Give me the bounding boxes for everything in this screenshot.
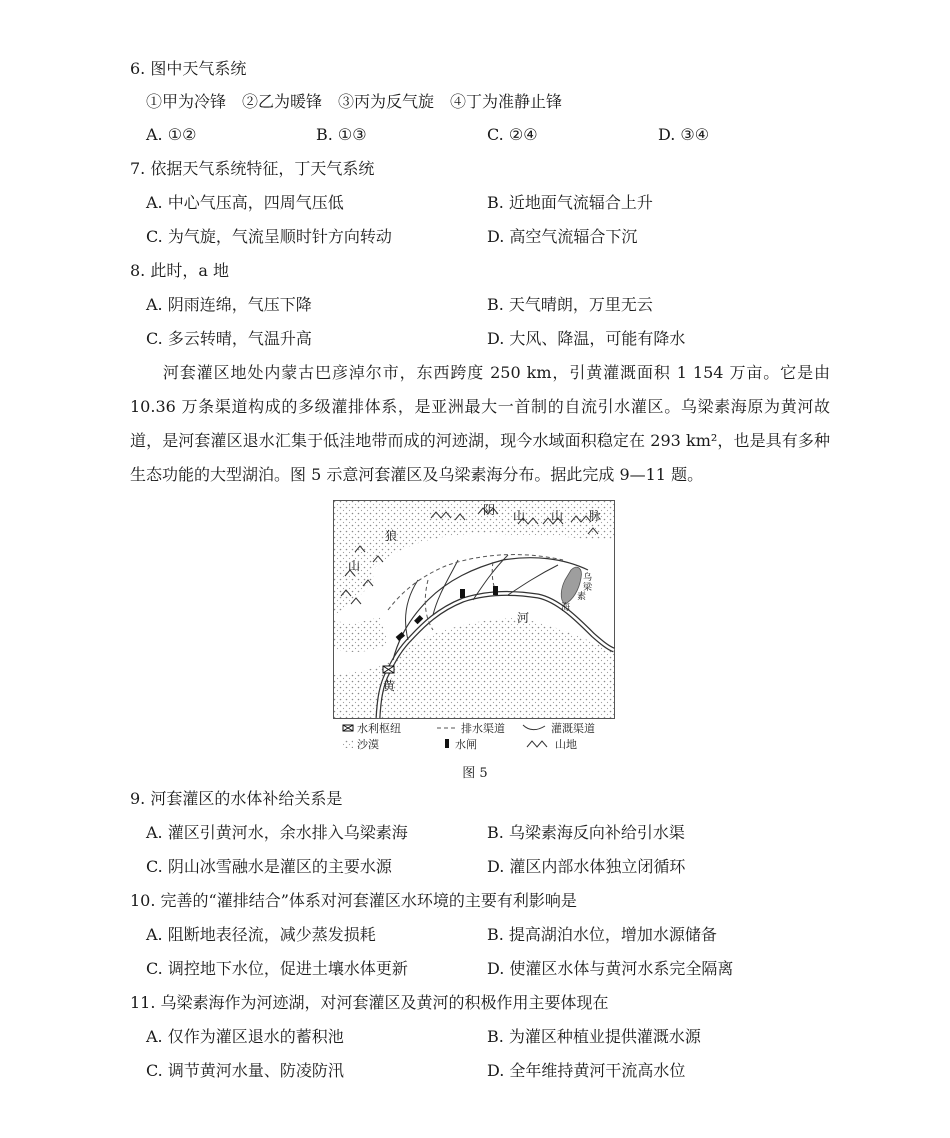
legend-mountain: 山地 bbox=[555, 738, 577, 751]
q10-option-a[interactable]: A. 阻断地表径流，减少蒸发损耗 bbox=[146, 925, 376, 944]
q6-statements: ①甲为冷锋 ②乙为暖锋 ③丙为反气旋 ④丁为准静止锋 bbox=[146, 92, 563, 111]
q7-option-d[interactable]: D. 高空气流辐合下沉 bbox=[487, 227, 638, 246]
legend-irrigation: 灌溉渠道 bbox=[551, 722, 595, 735]
legend-desert-icon bbox=[343, 740, 353, 748]
q8-option-a[interactable]: A. 阴雨连绵，气压下降 bbox=[146, 295, 312, 314]
label-lang-2: 山 bbox=[348, 559, 361, 573]
label-he: 河 bbox=[517, 611, 530, 625]
q8-option-b[interactable]: B. 天气晴朗，万里无云 bbox=[487, 295, 653, 314]
q7-option-b[interactable]: B. 近地面气流辐合上升 bbox=[487, 193, 653, 212]
q10-option-b[interactable]: B. 提高湖泊水位，增加水源储备 bbox=[487, 925, 717, 944]
label-huang: 黄 bbox=[383, 679, 396, 693]
passage bbox=[130, 356, 830, 492]
q11-option-d[interactable]: D. 全年维持黄河干流高水位 bbox=[487, 1061, 686, 1080]
q8-option-d[interactable]: D. 大风、降温，可能有降水 bbox=[487, 329, 686, 348]
q7-option-a[interactable]: A. 中心气压高，四周气压低 bbox=[146, 193, 344, 212]
label-wu-4: 海 bbox=[561, 603, 571, 613]
passage-text: 河套灌区地处内蒙古巴彦淖尔市，东西跨度 250 km，引黄灌溉面积 1 154 万亩。它是由 10.36 万条渠道构成的多级灌排体系，是亚洲最大一首制的自流引水灌区。乌梁素海原为黄河故道，是河套灌区退水汇集于低洼地带而成的河迹湖，现今水域面积稳定在 293 km²，也是具有多种生态功能的大型湖泊。图 5 示意河套灌区及乌梁素海分布。据此完成 9—11 题。 bbox=[130, 363, 830, 484]
legend-sluice: 水闸 bbox=[455, 738, 477, 751]
figure-5-map bbox=[333, 500, 615, 752]
label-yin-3: 山 bbox=[551, 509, 564, 523]
label-wu-2: 梁 bbox=[583, 583, 593, 593]
sluice-4 bbox=[493, 586, 498, 595]
q10-stem: 10. 完善的“灌排结合”体系对河套灌区水环境的主要有利影响是 bbox=[130, 891, 577, 910]
q9-option-c[interactable]: C. 阴山冰雪融水是灌区的主要水源 bbox=[146, 857, 392, 876]
label-yin-1: 阴 bbox=[483, 503, 496, 517]
q9-option-b[interactable]: B. 乌梁素海反向补给引水渠 bbox=[487, 823, 685, 842]
legend-drain: 排水渠道 bbox=[461, 722, 505, 735]
q9-option-a[interactable]: A. 灌区引黄河水，余水排入乌梁素海 bbox=[146, 823, 408, 842]
q6-option-a[interactable]: A. ①② bbox=[146, 125, 197, 144]
q9-option-d[interactable]: D. 灌区内部水体独立闭循环 bbox=[487, 857, 686, 876]
q11-option-c[interactable]: C. 调节黄河水量、防凌防汛 bbox=[146, 1061, 344, 1080]
legend-hub: 水利枢纽 bbox=[357, 722, 401, 735]
q10-option-c[interactable]: C. 调控地下水位，促进土壤水体更新 bbox=[146, 959, 408, 978]
q8-stem: 8. 此时，a 地 bbox=[130, 261, 229, 280]
q11-option-b[interactable]: B. 为灌区种植业提供灌溉水源 bbox=[487, 1027, 701, 1046]
legend-sluice-icon bbox=[445, 739, 449, 748]
label-lang-1: 狼 bbox=[385, 529, 398, 543]
water-hub-icon bbox=[383, 666, 394, 673]
q7-option-c[interactable]: C. 为气旋，气流呈顺时针方向转动 bbox=[146, 227, 392, 246]
legend-desert: 沙漠 bbox=[357, 738, 379, 751]
label-yin-2: 山 bbox=[513, 509, 526, 523]
label-wu-3: 素 bbox=[577, 592, 587, 602]
map-legend bbox=[343, 721, 595, 751]
q7-stem: 7. 依据天气系统特征，丁天气系统 bbox=[130, 159, 375, 178]
q9-stem: 9. 河套灌区的水体补给关系是 bbox=[130, 789, 343, 808]
sluice-3 bbox=[460, 589, 465, 598]
label-wu-1: 乌 bbox=[583, 573, 593, 583]
q11-stem: 11. 乌梁素海作为河迹湖，对河套灌区及黄河的积极作用主要体现在 bbox=[130, 993, 609, 1012]
legend-irrigation-icon bbox=[523, 725, 545, 730]
legend-mountain-icon bbox=[527, 741, 547, 747]
q6-option-c[interactable]: C. ②④ bbox=[487, 125, 538, 144]
figure-caption: 图 5 bbox=[462, 766, 488, 781]
q6-option-d[interactable]: D. ③④ bbox=[658, 125, 710, 144]
label-yin-4: 脉 bbox=[589, 509, 602, 523]
q8-option-c[interactable]: C. 多云转晴，气温升高 bbox=[146, 329, 312, 348]
q10-option-d[interactable]: D. 使灌区水体与黄河水系完全隔离 bbox=[487, 959, 734, 978]
q6-stem: 6. 图中天气系统 bbox=[130, 59, 247, 78]
q6-option-b[interactable]: B. ①③ bbox=[316, 125, 367, 144]
legend-hub-icon bbox=[343, 725, 353, 731]
q11-option-a[interactable]: A. 仅作为灌区退水的蓄积池 bbox=[146, 1027, 344, 1046]
